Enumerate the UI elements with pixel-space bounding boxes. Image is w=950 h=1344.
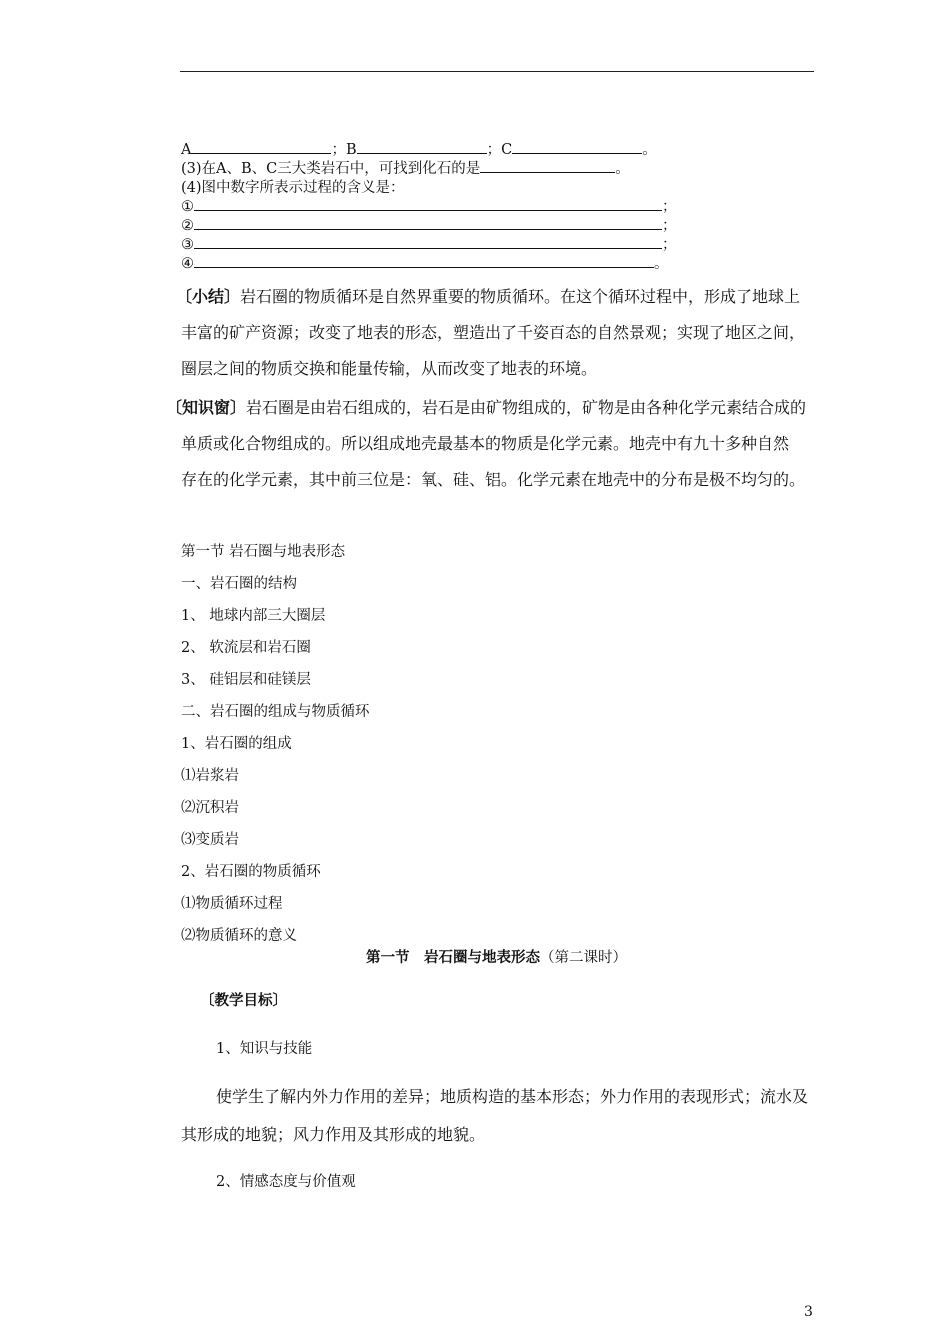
outline-item: 3、 硅铝层和硅镁层: [181, 672, 311, 688]
lesson-title: 第一节 岩石圈与地表形态（第二课时）: [366, 949, 627, 966]
outline-item: 2、岩石圈的物质循环: [181, 864, 321, 880]
outline-item: 1、 地球内部三大圈层: [181, 608, 326, 624]
knowledge-line-3: 存在的化学元素，其中前三位是：氧、硅、铝。化学元素在地壳中的分布是极不均匀的。: [181, 470, 806, 489]
subsection-attitudes-values: 2、情感态度与价值观: [216, 1174, 356, 1190]
goal-paragraph-line-1: 使学生了解内外力作用的差异；地质构造的基本形态；外力作用的表现形式；流水及: [216, 1087, 809, 1106]
summary-line-2: 丰富的矿产资源；改变了地表的形态，塑造出了千姿百态的自然景观；实现了地区之间，: [181, 323, 806, 342]
summary-label: 〔小结〕: [176, 287, 241, 306]
blanks-row: A ；B ；C 。: [181, 142, 657, 158]
outline-item: ⑶变质岩: [181, 832, 239, 848]
answer-line-3: ③ ；: [181, 237, 677, 253]
answer-line-1: ① ；: [181, 199, 677, 215]
outline-item: 第一节 岩石圈与地表形态: [181, 544, 346, 560]
answer-line-4: ④ 。: [181, 256, 669, 272]
knowledge-label: 〔知识窗〕: [166, 398, 247, 417]
outline-item: ⑴岩浆岩: [181, 768, 239, 784]
page-number: 3: [804, 1304, 813, 1320]
outline-item: 2、 软流层和岩石圈: [181, 640, 311, 656]
question-3: (3)在A、B、C三大类岩石中，可找到化石的是 。: [181, 161, 630, 177]
teaching-goals-label: 〔教学目标〕: [200, 992, 287, 1009]
goal-paragraph-line-2: 其形成的地貌；风力作用及其形成的地貌。: [181, 1125, 486, 1144]
outline-item: 二、岩石圈的组成与物质循环: [181, 704, 370, 720]
question-4: (4)图中数字所表示过程的含义是：: [181, 180, 405, 196]
outline-item: ⑵物质循环的意义: [181, 928, 297, 944]
answer-line-2: ② ；: [181, 218, 677, 234]
header-rule: [180, 71, 814, 72]
outline-item: ⑵沉积岩: [181, 800, 239, 816]
outline-item: 1、岩石圈的组成: [181, 736, 292, 752]
summary-line-1: 〔小结〕岩石圈的物质循环是自然界重要的物质循环。在这个循环过程中，形成了地球上: [176, 287, 801, 306]
outline-item: ⑴物质循环过程: [181, 896, 283, 912]
summary-line-3: 圈层之间的物质交换和能量传输，从而改变了地表的环境。: [181, 359, 598, 378]
outline-item: 一、岩石圈的结构: [181, 576, 297, 592]
knowledge-line-2: 单质或化合物组成的。所以组成地壳最基本的物质是化学元素。地壳中有九十多种自然: [181, 434, 790, 453]
knowledge-line-1: 〔知识窗〕岩石圈是由岩石组成的，岩石是由矿物组成的，矿物是由各种化学元素结合成的: [166, 398, 807, 417]
subsection-knowledge-skills: 1、知识与技能: [216, 1041, 313, 1057]
